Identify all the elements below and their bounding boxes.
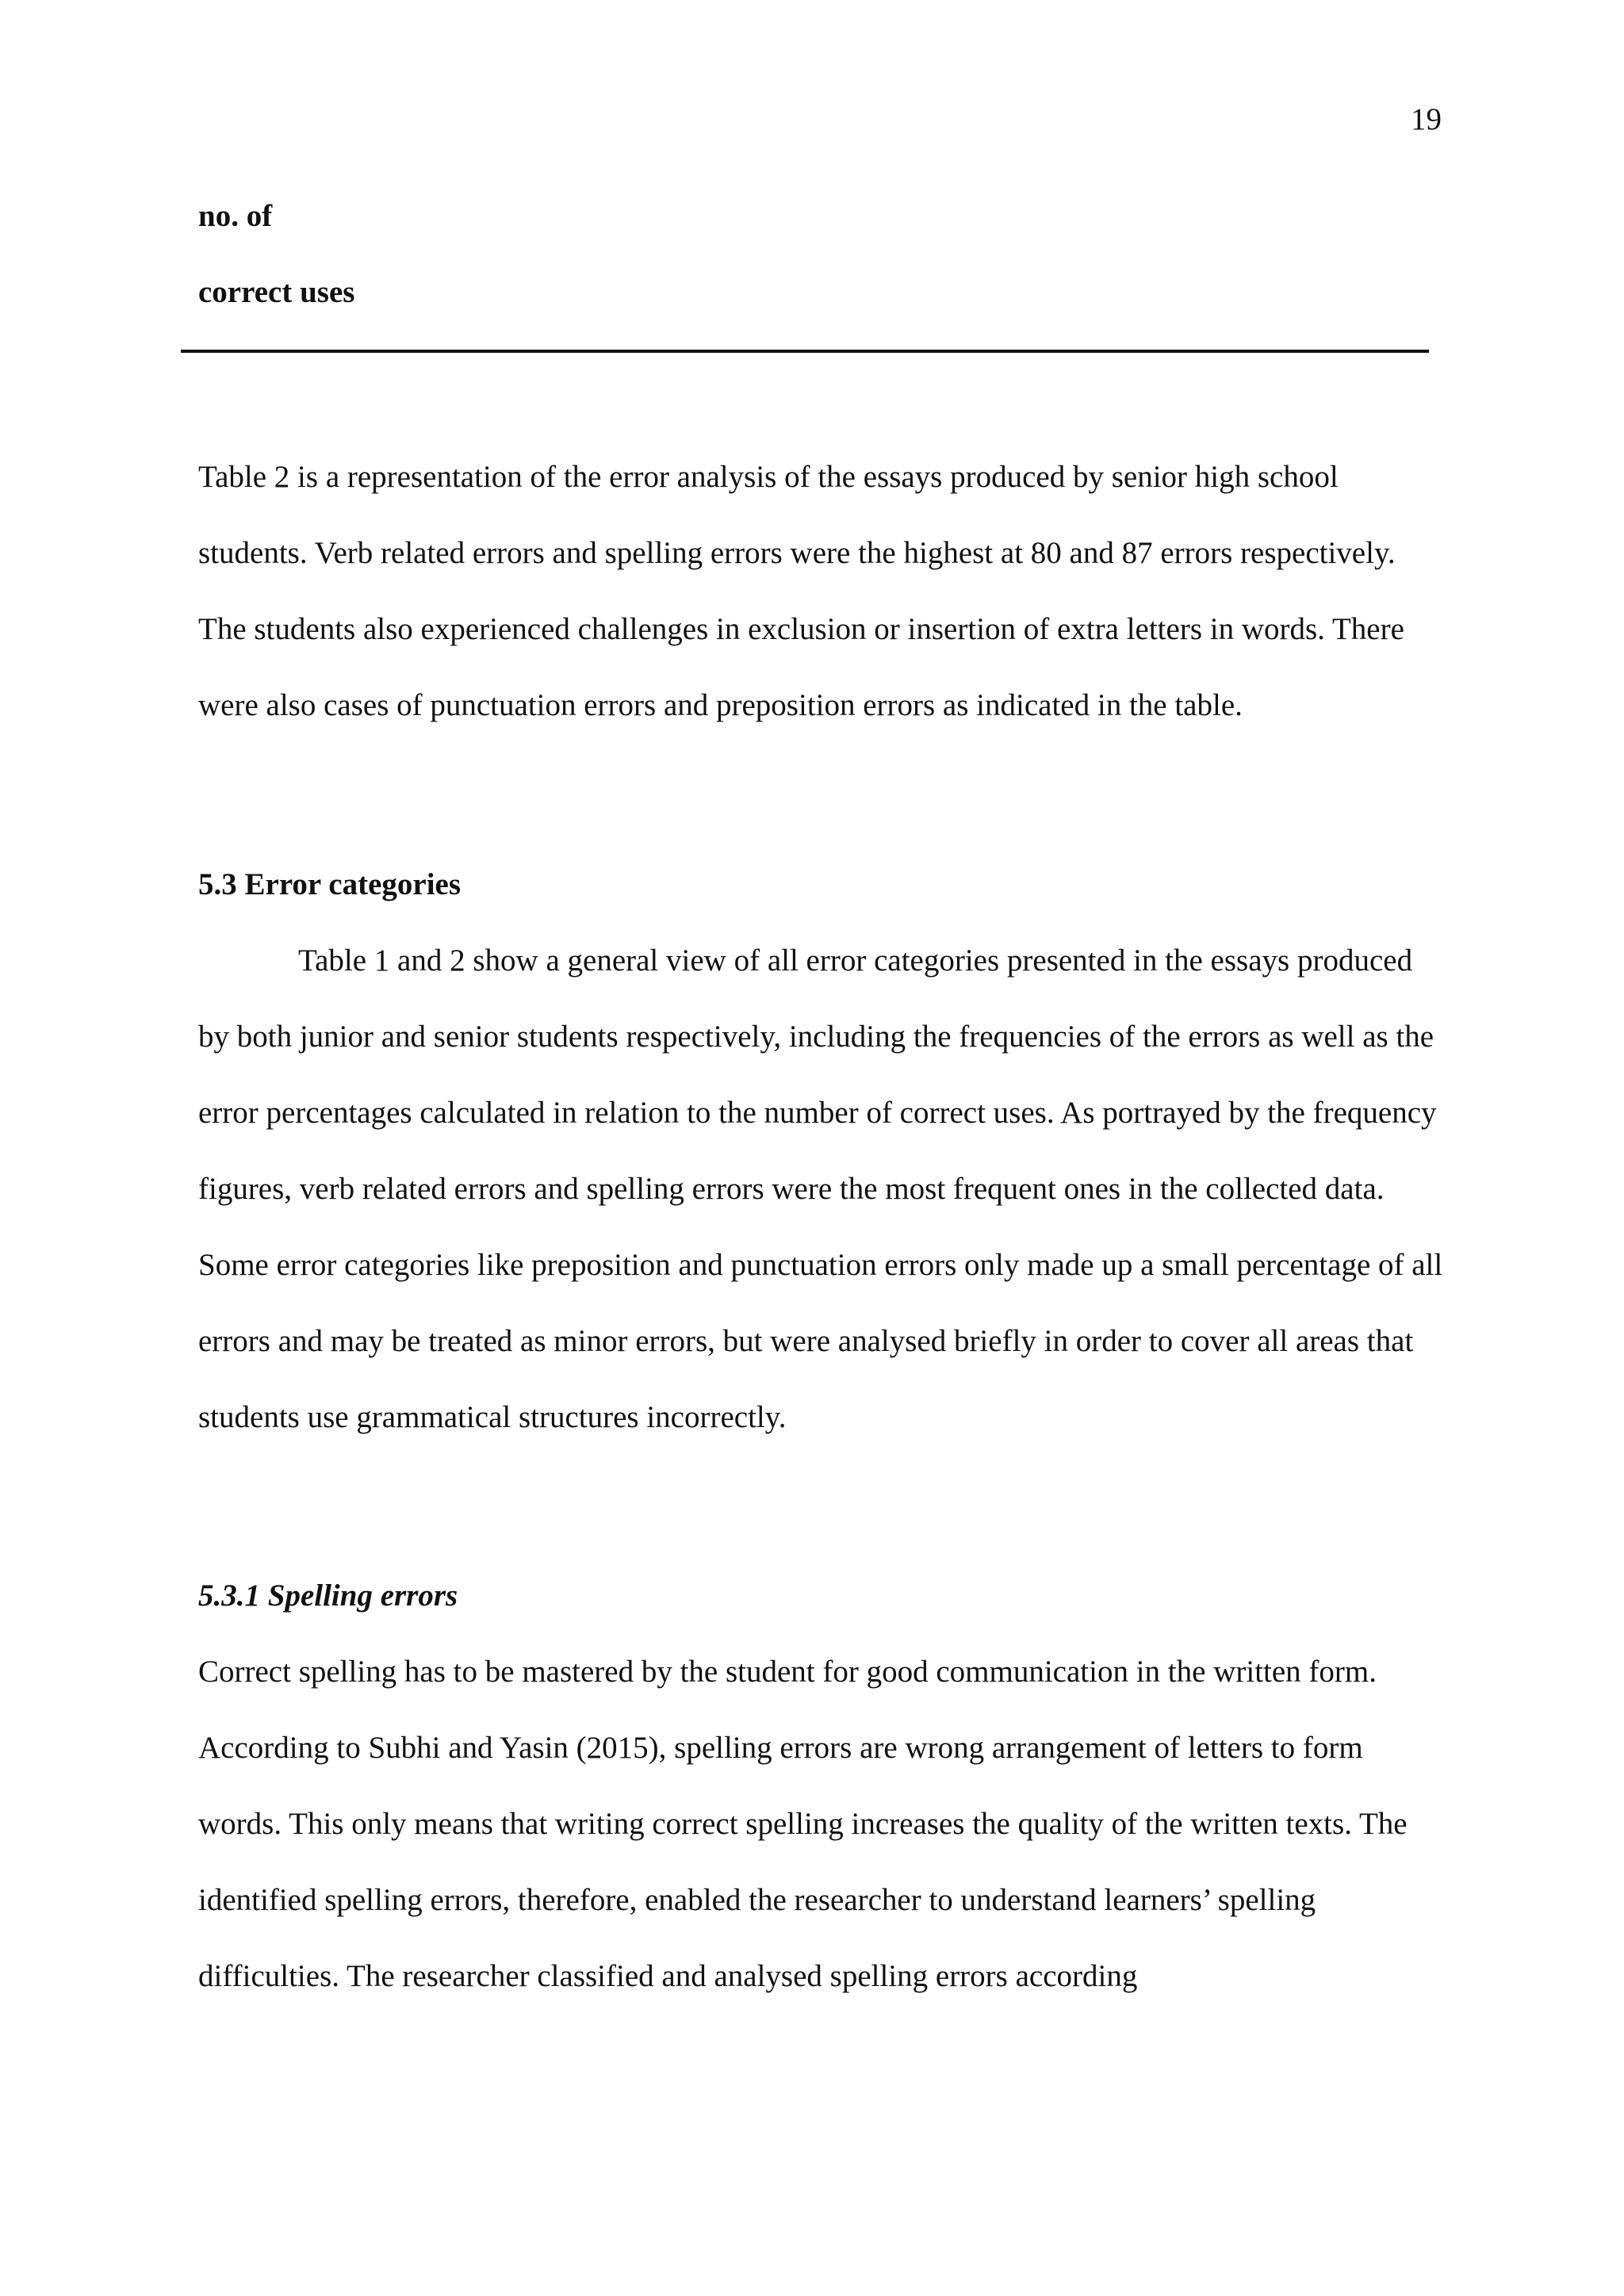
- table-continuation: [198, 195, 1435, 347]
- subsection-spelling-errors: [198, 1558, 1447, 2015]
- table-bottom-rule: [181, 350, 1429, 353]
- table-header-line-1: no. of: [198, 199, 273, 233]
- subsection-heading: 5.3.1 Spelling errors: [198, 1578, 458, 1613]
- page-number: 19: [1411, 102, 1442, 136]
- paragraph-table-2-summary: [198, 439, 1447, 744]
- paragraph-text: Correct spelling has to be mastered by the student for good communication in the written form. According to Subhi and Yasin (2015), spelling errors are wrong arrangement of letters to form words. This only means that writing correct spelling increases the quality of the written texts. The identified spelling errors, therefore, enabled the researcher to understand learners’ spelling difficulties. The researcher classified and analysed spelling errors according: [198, 1655, 1408, 1993]
- section-heading: 5.3 Error categories: [198, 867, 462, 901]
- section-error-categories: [198, 847, 1447, 1456]
- paragraph-text: Table 1 and 2 show a general view of all error categories presented in the essays produced by both junior and senior students respectively, including the frequencies of the errors as well as the error percentages calculated in relation to the number of correct uses. As portrayed by the frequency figures, verb related errors and spelling errors were the most frequent ones in the collected data. Some error categories like preposition and punctuation errors only made up a small percentage of all errors and may be treated as minor errors, but were analysed briefly in order to cover all areas that students use grammatical structures incorrectly.: [198, 943, 1443, 1434]
- paragraph-text: Table 2 is a representation of the error analysis of the essays produced by senior high school students. Verb related errors and spelling errors were the highest at 80 and 87 errors respectively. The students also experienced challenges in exclusion or insertion of extra letters in words. There were also cases of punctuation errors and preposition errors as indicated in the table.: [198, 460, 1404, 722]
- table-header-line-2: correct uses: [198, 275, 355, 309]
